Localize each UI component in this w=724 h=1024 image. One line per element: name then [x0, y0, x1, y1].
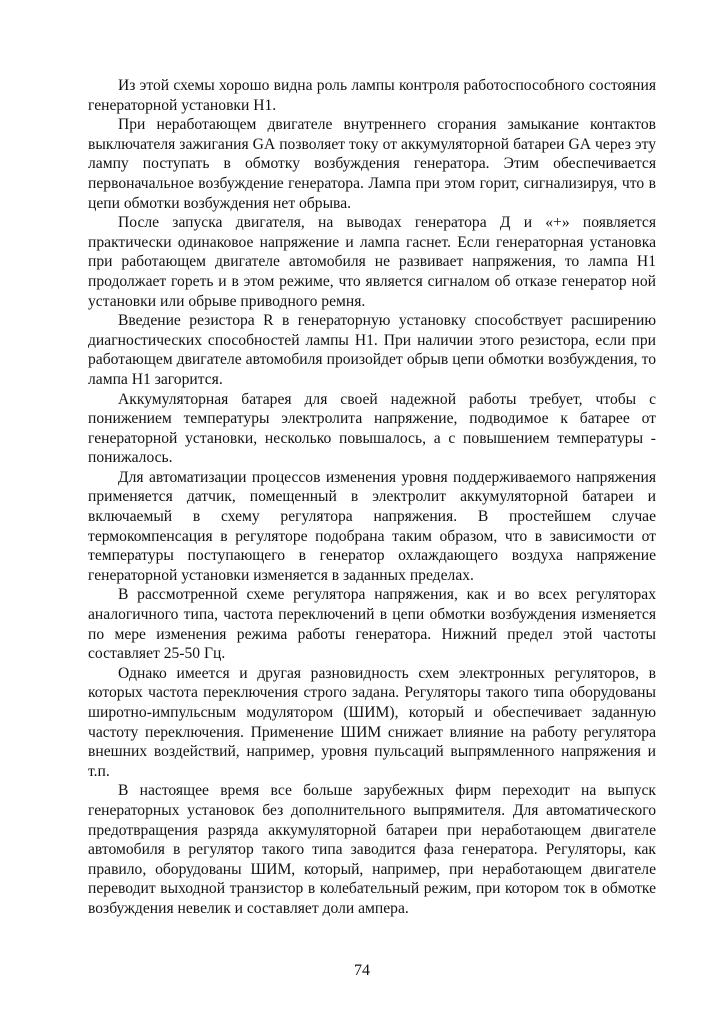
paragraph-after-start: После запуска двигателя, на выводах генератора Д и «+» появляется практически одинаковое напряжение и лампа гаснет. Если генераторная установка при работающем двигателе автомобиля не развивает напряжения, то лампа Н1 продолжает гореть и в этом режиме, что является сигналом об отказе генератор ной установки или обрыве приводного ремня.	[88, 214, 656, 310]
paragraph-pwm-regulators: Однако имеется и другая разновидность схем электронных регуляторов, в которых частота переключения строго задана. Регуляторы такого типа оборудованы широтно-импульсным модулятором (ШИМ), который и обеспечивает заданную частоту переключения. Применение ШИМ снижает влияние на работу регулятора внешних воздействий, например, уровня пульсаций выпрямленного напряжения и т.п.	[88, 664, 656, 780]
page-number: 74	[354, 962, 370, 979]
paragraph-foreign-firms: В настоящее время все больше зарубежных фирм переходит на выпуск генераторных установок без дополнительного выпрямителя. Для автоматического предотвращения разряда аккумуляторной батареи при неработающем двигателе автомобиля в регулятор такого типа заводится фаза генератора. Регуляторы, как правило, оборудованы ШИМ, который, например, при неработающем двигателе переводит выходной транзистор в колебательный режим, при котором ток в обмотке возбуждения невелик и составляет доли ампера.	[88, 782, 656, 917]
paragraph-engine-off: При неработающем двигателе внутреннего сгорания замыкание контактов выключателя зажигания GА позволяет току от аккумуляторной батареи GА через эту лампу поступать в обмотку возбуждения генератора. Этим обеспечивается первоначальное возбуждение генератора. Лампа при этом горит, сигнализируя, что в цепи обмотки возбуждения нет обрыва.	[88, 116, 656, 212]
paragraph-resistor: Введение резистора R в генераторную установку способствует расширению диагностических способностей лампы Н1. При наличии этого резистора, если при работающем двигателе автомобиля произойдет обрыв цепи обмотки возбуждения, то лампа Н1 загорится.	[88, 312, 656, 388]
paragraph-battery-temperature: Аккумуляторная батарея для своей надежной работы требует, чтобы с понижением температуры электролита напряжение, подводимое к батарее от генераторной установки, несколько повышалось, а с повышением температуры - понижалось.	[88, 390, 656, 467]
page-body	[88, 76, 656, 919]
paragraph-thermal-compensation: Для автоматизации процессов изменения уровня поддерживаемого напряжения применяется датчик, помещенный в электролит аккумуляторной батареи и включаемый в схему регулятора напряжения. В простейшем случае термокомпенсация в регуляторе подобрана таким образом, что в зависимости от температуры поступающего в генератор охлаждающего воздуха напряжение генераторной установки изменяется в заданных пределах.	[88, 468, 656, 584]
paragraph-switching-frequency: В рассмотренной схеме регулятора напряжения, как и во всех регуляторах аналогичного типа, частота переключений в цепи обмотки возбуждения изменяется по мере изменения режима работы генератора. Нижний предел этой частоты составляет 25-50 Гц.	[88, 586, 656, 663]
paragraph-lamp-role: Из этой схемы хорошо видна роль лампы контроля работоспособного состояния генераторной установки Н1.	[88, 77, 656, 114]
